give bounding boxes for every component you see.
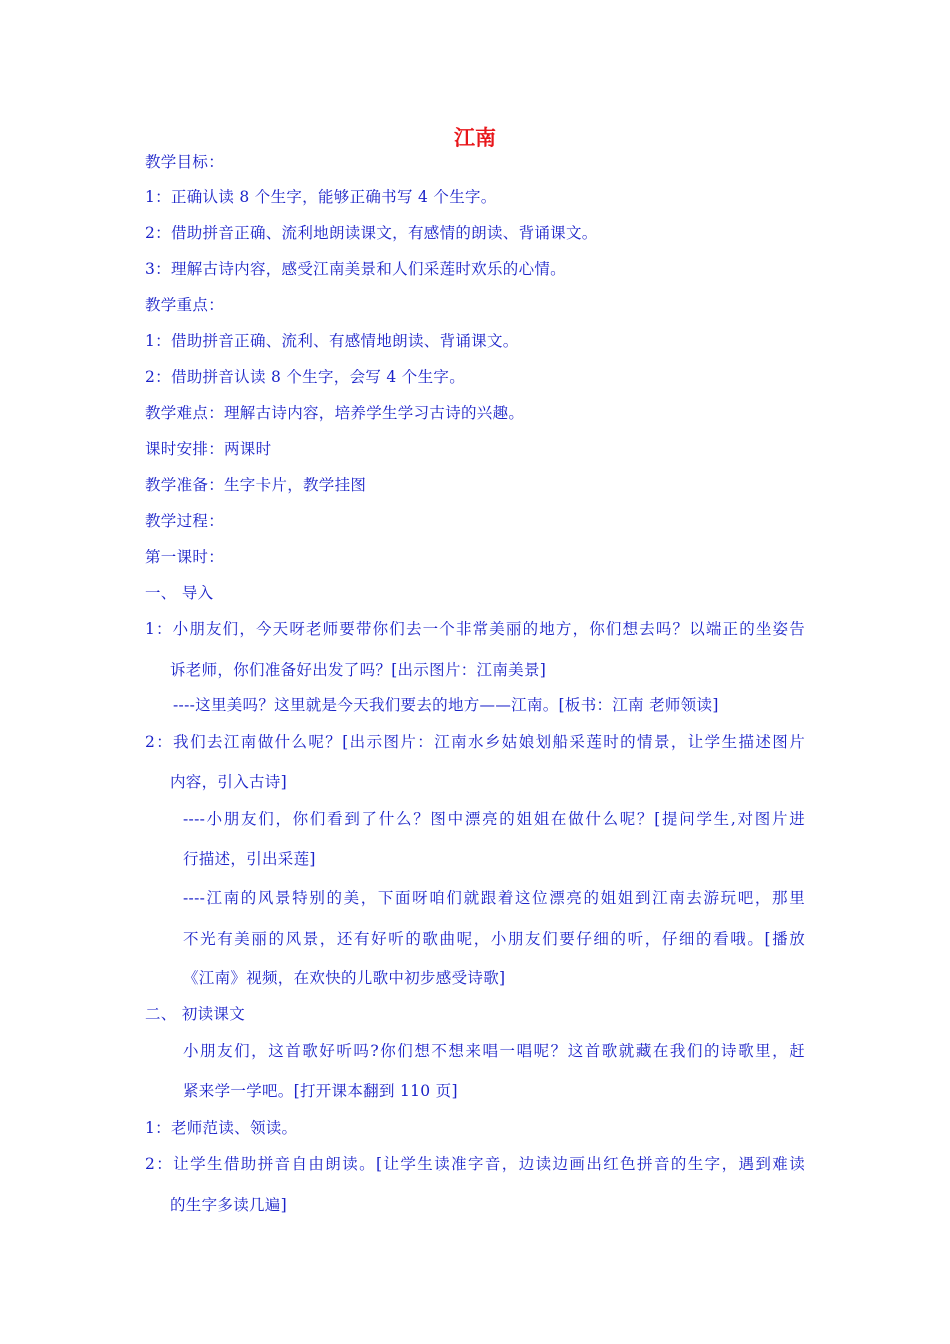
text-line: 3：理解古诗内容，感受江南美景和人们采莲时欢乐的心情。 bbox=[145, 260, 566, 278]
text-line: 第一课时： bbox=[145, 548, 225, 566]
text-line: 2：让学生借助拼音自由朗读。[让学生读准字音，边读边画出红色拼音的生字，遇到难读 bbox=[145, 1155, 805, 1173]
text-line: 教学重点： bbox=[145, 296, 225, 314]
section-heading: 一、 导入 bbox=[145, 584, 214, 602]
text-line: 紧来学一学吧。[打开课本翻到 110 页] bbox=[183, 1082, 458, 1100]
text-line: 2：借助拼音认读 8 个生字，会写 4 个生字。 bbox=[145, 368, 465, 386]
text-line: ----小朋友们，你们看到了什么？图中漂亮的姐姐在做什么呢？[提问学生,对图片进 bbox=[183, 810, 805, 828]
text-line: ----这里美吗？这里就是今天我们要去的地方——江南。[板书：江南 老师领读] bbox=[173, 696, 719, 714]
text-line: 1：老师范读、领读。 bbox=[145, 1119, 298, 1137]
text-line: 教学目标： bbox=[145, 153, 225, 171]
text-line: 1：小朋友们，今天呀老师要带你们去一个非常美丽的地方，你们想去吗？以端正的坐姿告 bbox=[145, 620, 805, 638]
text-line: 的生字多读几遍] bbox=[170, 1196, 287, 1214]
text-line: 小朋友们，这首歌好听吗?你们想不想来唱一唱呢？这首歌就藏在我们的诗歌里，赶 bbox=[183, 1042, 805, 1060]
text-line: 教学难点：理解古诗内容，培养学生学习古诗的兴趣。 bbox=[145, 404, 525, 422]
text-line: ----江南的风景特别的美，下面呀咱们就跟着这位漂亮的姐姐到江南去游玩吧，那里 bbox=[183, 889, 805, 907]
text-line: 1：借助拼音正确、流利、有感情地朗读、背诵课文。 bbox=[145, 332, 519, 350]
text-line: 1：正确认读 8 个生字，能够正确书写 4 个生字。 bbox=[145, 188, 497, 206]
text-line: 2：我们去江南做什么呢？[出示图片：江南水乡姑娘划船采莲时的情景，让学生描述图片 bbox=[145, 733, 805, 751]
document-title: 江南 bbox=[454, 126, 496, 150]
text-line: 课时安排：两课时 bbox=[145, 440, 272, 458]
text-line: 教学准备：生字卡片，教学挂图 bbox=[145, 476, 367, 494]
section-heading: 二、 初读课文 bbox=[145, 1005, 246, 1023]
text-line: 教学过程： bbox=[145, 512, 225, 530]
text-line: 内容，引入古诗] bbox=[170, 773, 287, 791]
text-line: 不光有美丽的风景，还有好听的歌曲呢，小朋友们要仔细的听，仔细的看哦。[播放 bbox=[183, 930, 805, 948]
text-line: 行描述，引出采莲] bbox=[183, 850, 316, 868]
text-line: 诉老师，你们准备好出发了吗？[出示图片：江南美景] bbox=[170, 661, 547, 679]
text-line: 2：借助拼音正确、流利地朗读课文，有感情的朗读、背诵课文。 bbox=[145, 224, 598, 242]
text-line: 《江南》视频，在欢快的儿歌中初步感受诗歌] bbox=[183, 969, 506, 987]
